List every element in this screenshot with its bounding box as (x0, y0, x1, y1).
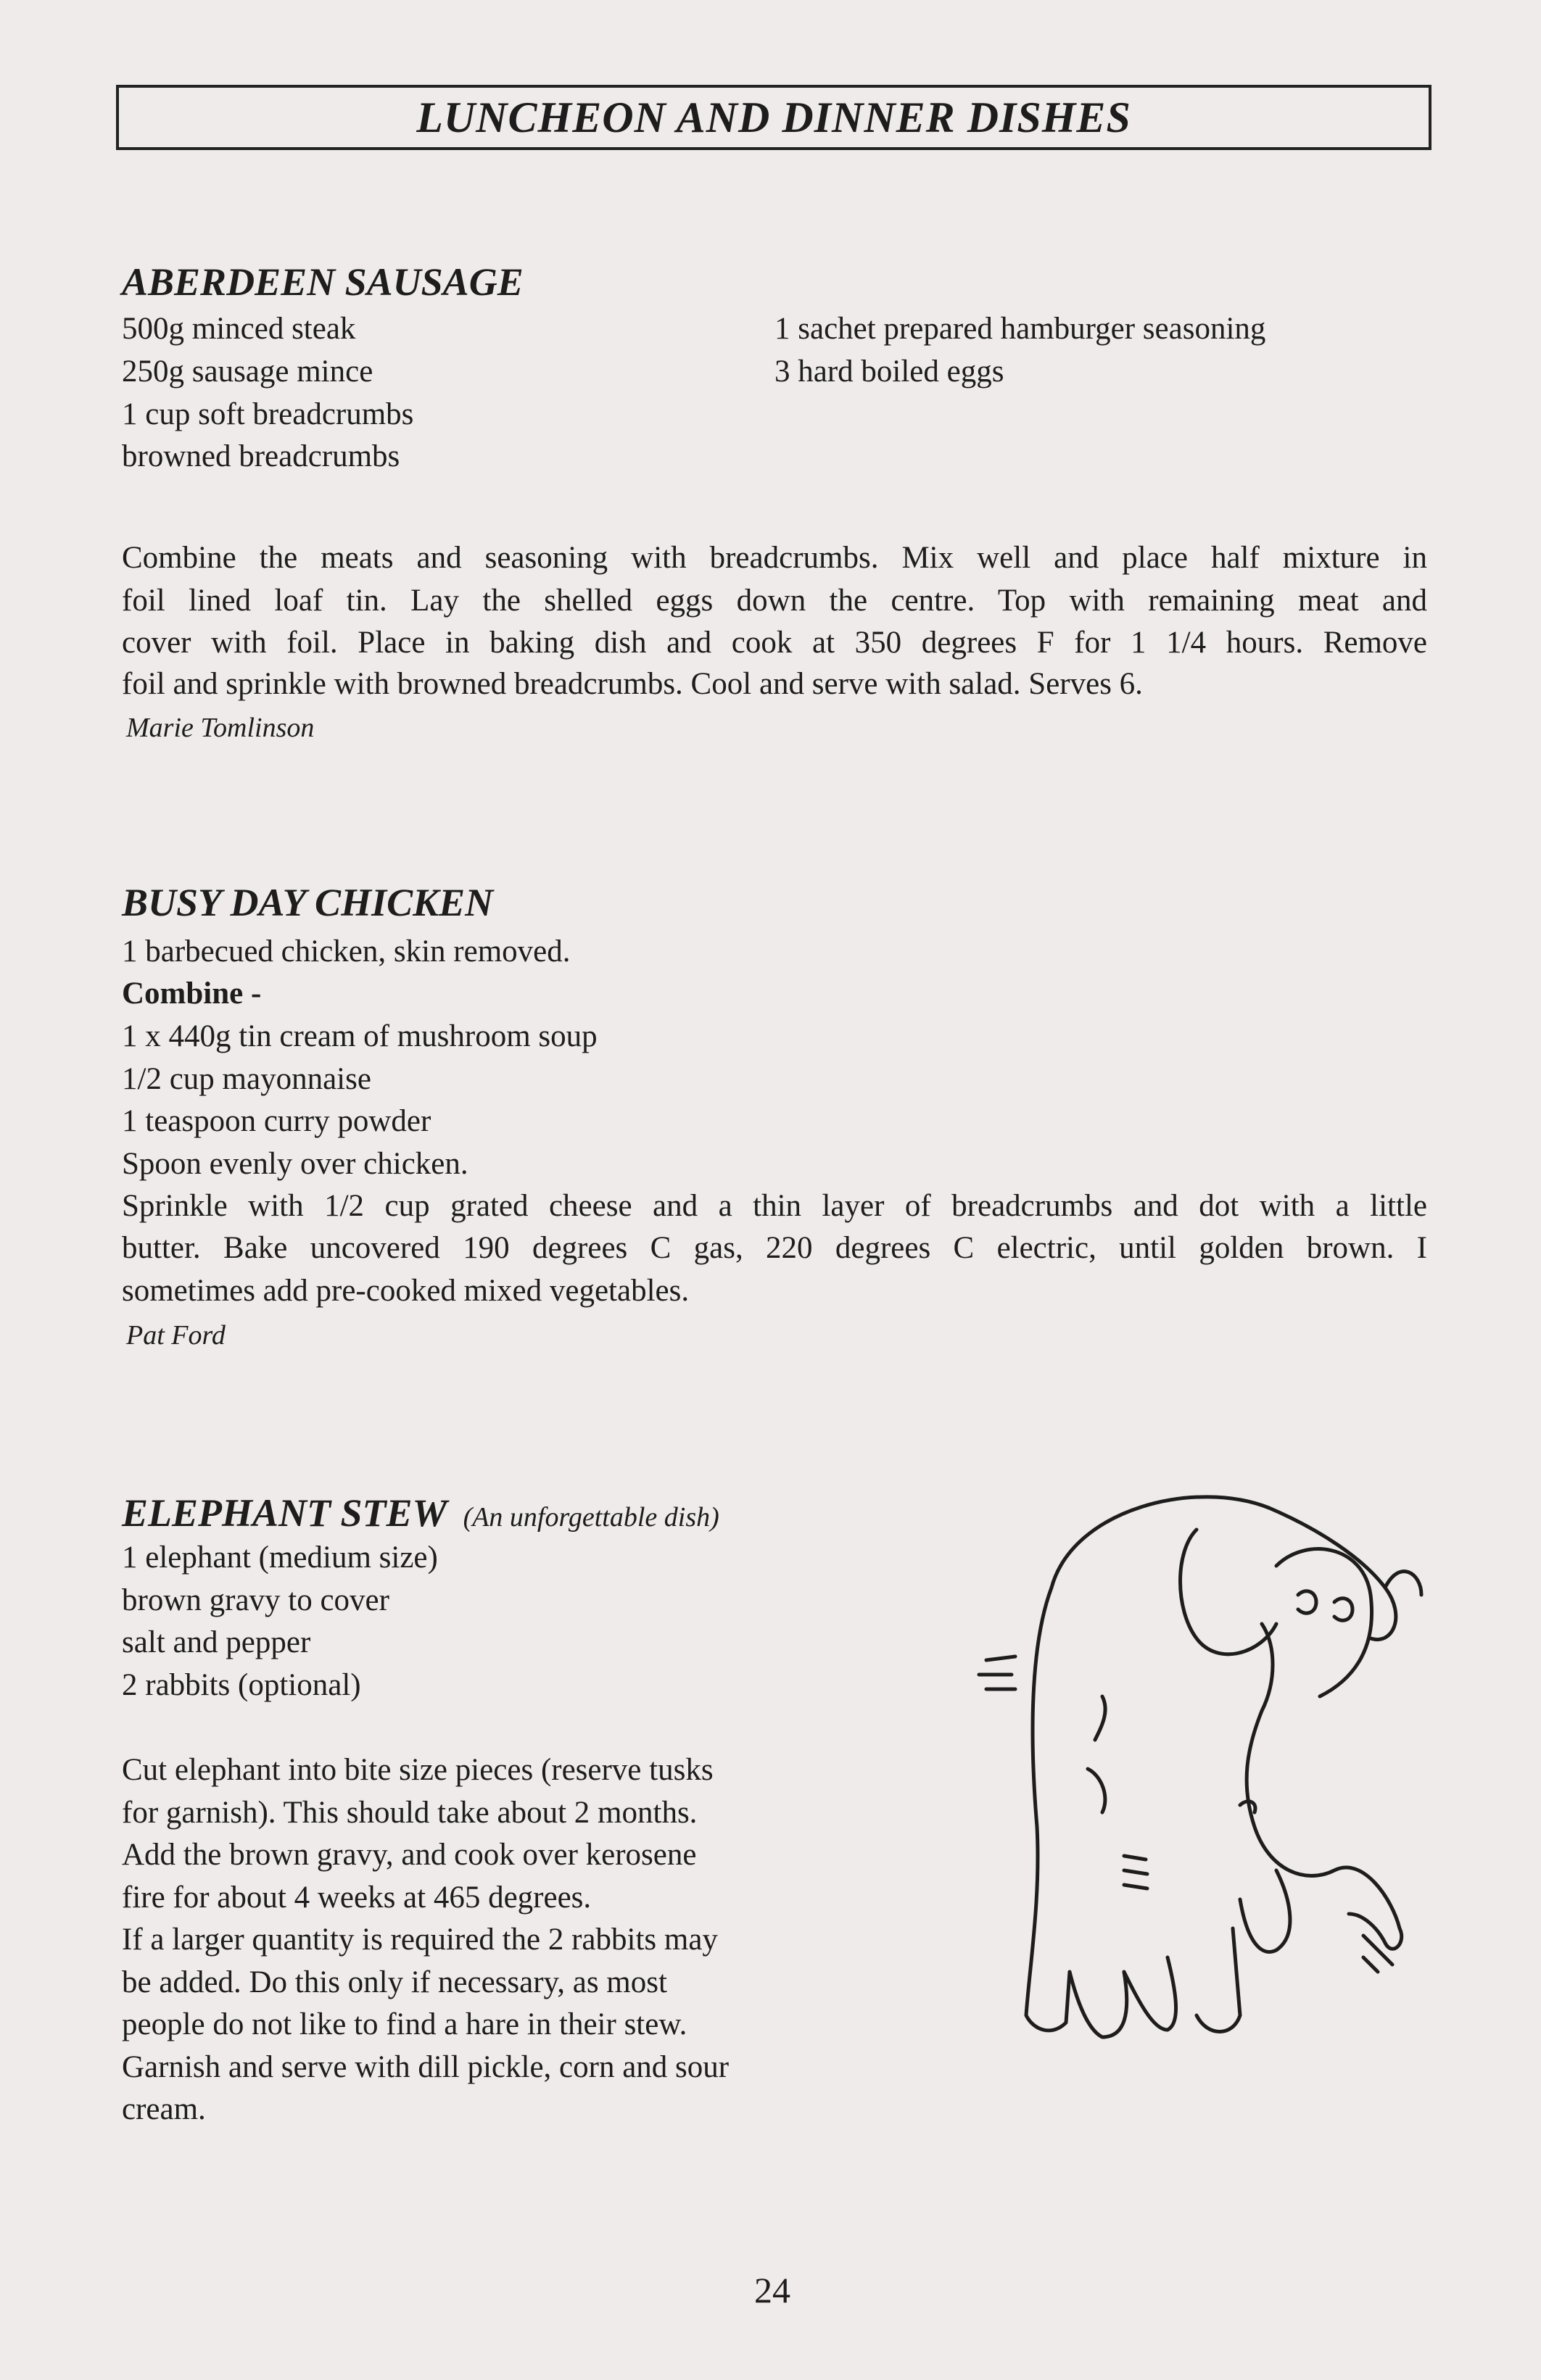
instruction: Spoon evenly over chicken. (122, 1147, 468, 1181)
method-line: If a larger quantity is required the 2 rabbits may (122, 1923, 718, 1957)
method-line: people do not like to find a hare in their stew. (122, 2007, 687, 2041)
method-line: butter. Bake uncovered 190 degrees C gas, 220 degrees C electric, until golden brown. I (122, 1231, 1427, 1265)
method-line: cream. (122, 2092, 206, 2126)
method-line: be added. Do this only if necessary, as most (122, 1965, 667, 1999)
ingredient: 1 elephant (medium size) (122, 1541, 438, 1575)
recipe-title-busy-day-chicken: BUSY DAY CHICKEN (122, 881, 494, 924)
ingredient: 1 cup soft breadcrumbs (122, 397, 414, 431)
elephant-illustration (957, 1464, 1450, 2081)
ingredient: 1 teaspoon curry powder (122, 1104, 431, 1138)
ingredient: 1 x 440g tin cream of mushroom soup (122, 1019, 598, 1053)
method-line: Sprinkle with 1/2 cup grated cheese and a thin layer of breadcrumbs and dot with a little (122, 1189, 1427, 1223)
ingredient: 1/2 cup mayonnaise (122, 1062, 371, 1096)
ingredient: 2 rabbits (optional) (122, 1668, 361, 1702)
recipe-name: ELEPHANT STEW (122, 1491, 447, 1535)
method-line: foil and sprinkle with browned breadcrumbs. Cool and serve with salad. Serves 6. (122, 667, 1143, 701)
recipe-subtitle: (An unforgettable dish) (463, 1502, 719, 1533)
method-line: for garnish). This should take about 2 months. (122, 1796, 698, 1830)
ingredient: 250g sausage mince (122, 354, 373, 389)
ingredient: salt and pepper (122, 1625, 311, 1659)
page-title-box (116, 85, 1431, 150)
method-line: foil lined loaf tin. Lay the shelled eggs down the centre. Top with remaining meat and (122, 584, 1427, 618)
method-line: sometimes add pre-cooked mixed vegetables. (122, 1274, 690, 1308)
method-line: fire for about 4 weeks at 465 degrees. (122, 1881, 592, 1915)
recipe-author: Pat Ford (126, 1320, 226, 1351)
ingredient: 1 sachet prepared hamburger seasoning (774, 312, 1266, 346)
recipe-author: Marie Tomlinson (126, 713, 315, 743)
method-line: cover with foil. Place in baking dish and cook at 350 degrees F for 1 1/4 hours. Remove (122, 626, 1427, 660)
method-line: Combine the meats and seasoning with breadcrumbs. Mix well and place half mixture in (122, 541, 1427, 575)
recipe-title-elephant-stew (122, 1490, 719, 1535)
ingredient: 3 hard boiled eggs (774, 354, 1004, 389)
ingredient: brown gravy to cover (122, 1583, 389, 1617)
recipe-title-aberdeen-sausage: ABERDEEN SAUSAGE (122, 260, 524, 304)
method-line: Garnish and serve with dill pickle, corn and sour (122, 2050, 730, 2084)
ingredient: 1 barbecued chicken, skin removed. (122, 934, 571, 969)
ingredient: browned breadcrumbs (122, 439, 400, 473)
method-line: Add the brown gravy, and cook over kerosene (122, 1838, 697, 1872)
combine-label: Combine - (122, 977, 262, 1011)
ingredient: 500g minced steak (122, 312, 356, 346)
page-number: 24 (754, 2270, 790, 2310)
method-line: Cut elephant into bite size pieces (reserve tusks (122, 1753, 714, 1787)
page-title: LUNCHEON AND DINNER DISHES (416, 93, 1131, 141)
